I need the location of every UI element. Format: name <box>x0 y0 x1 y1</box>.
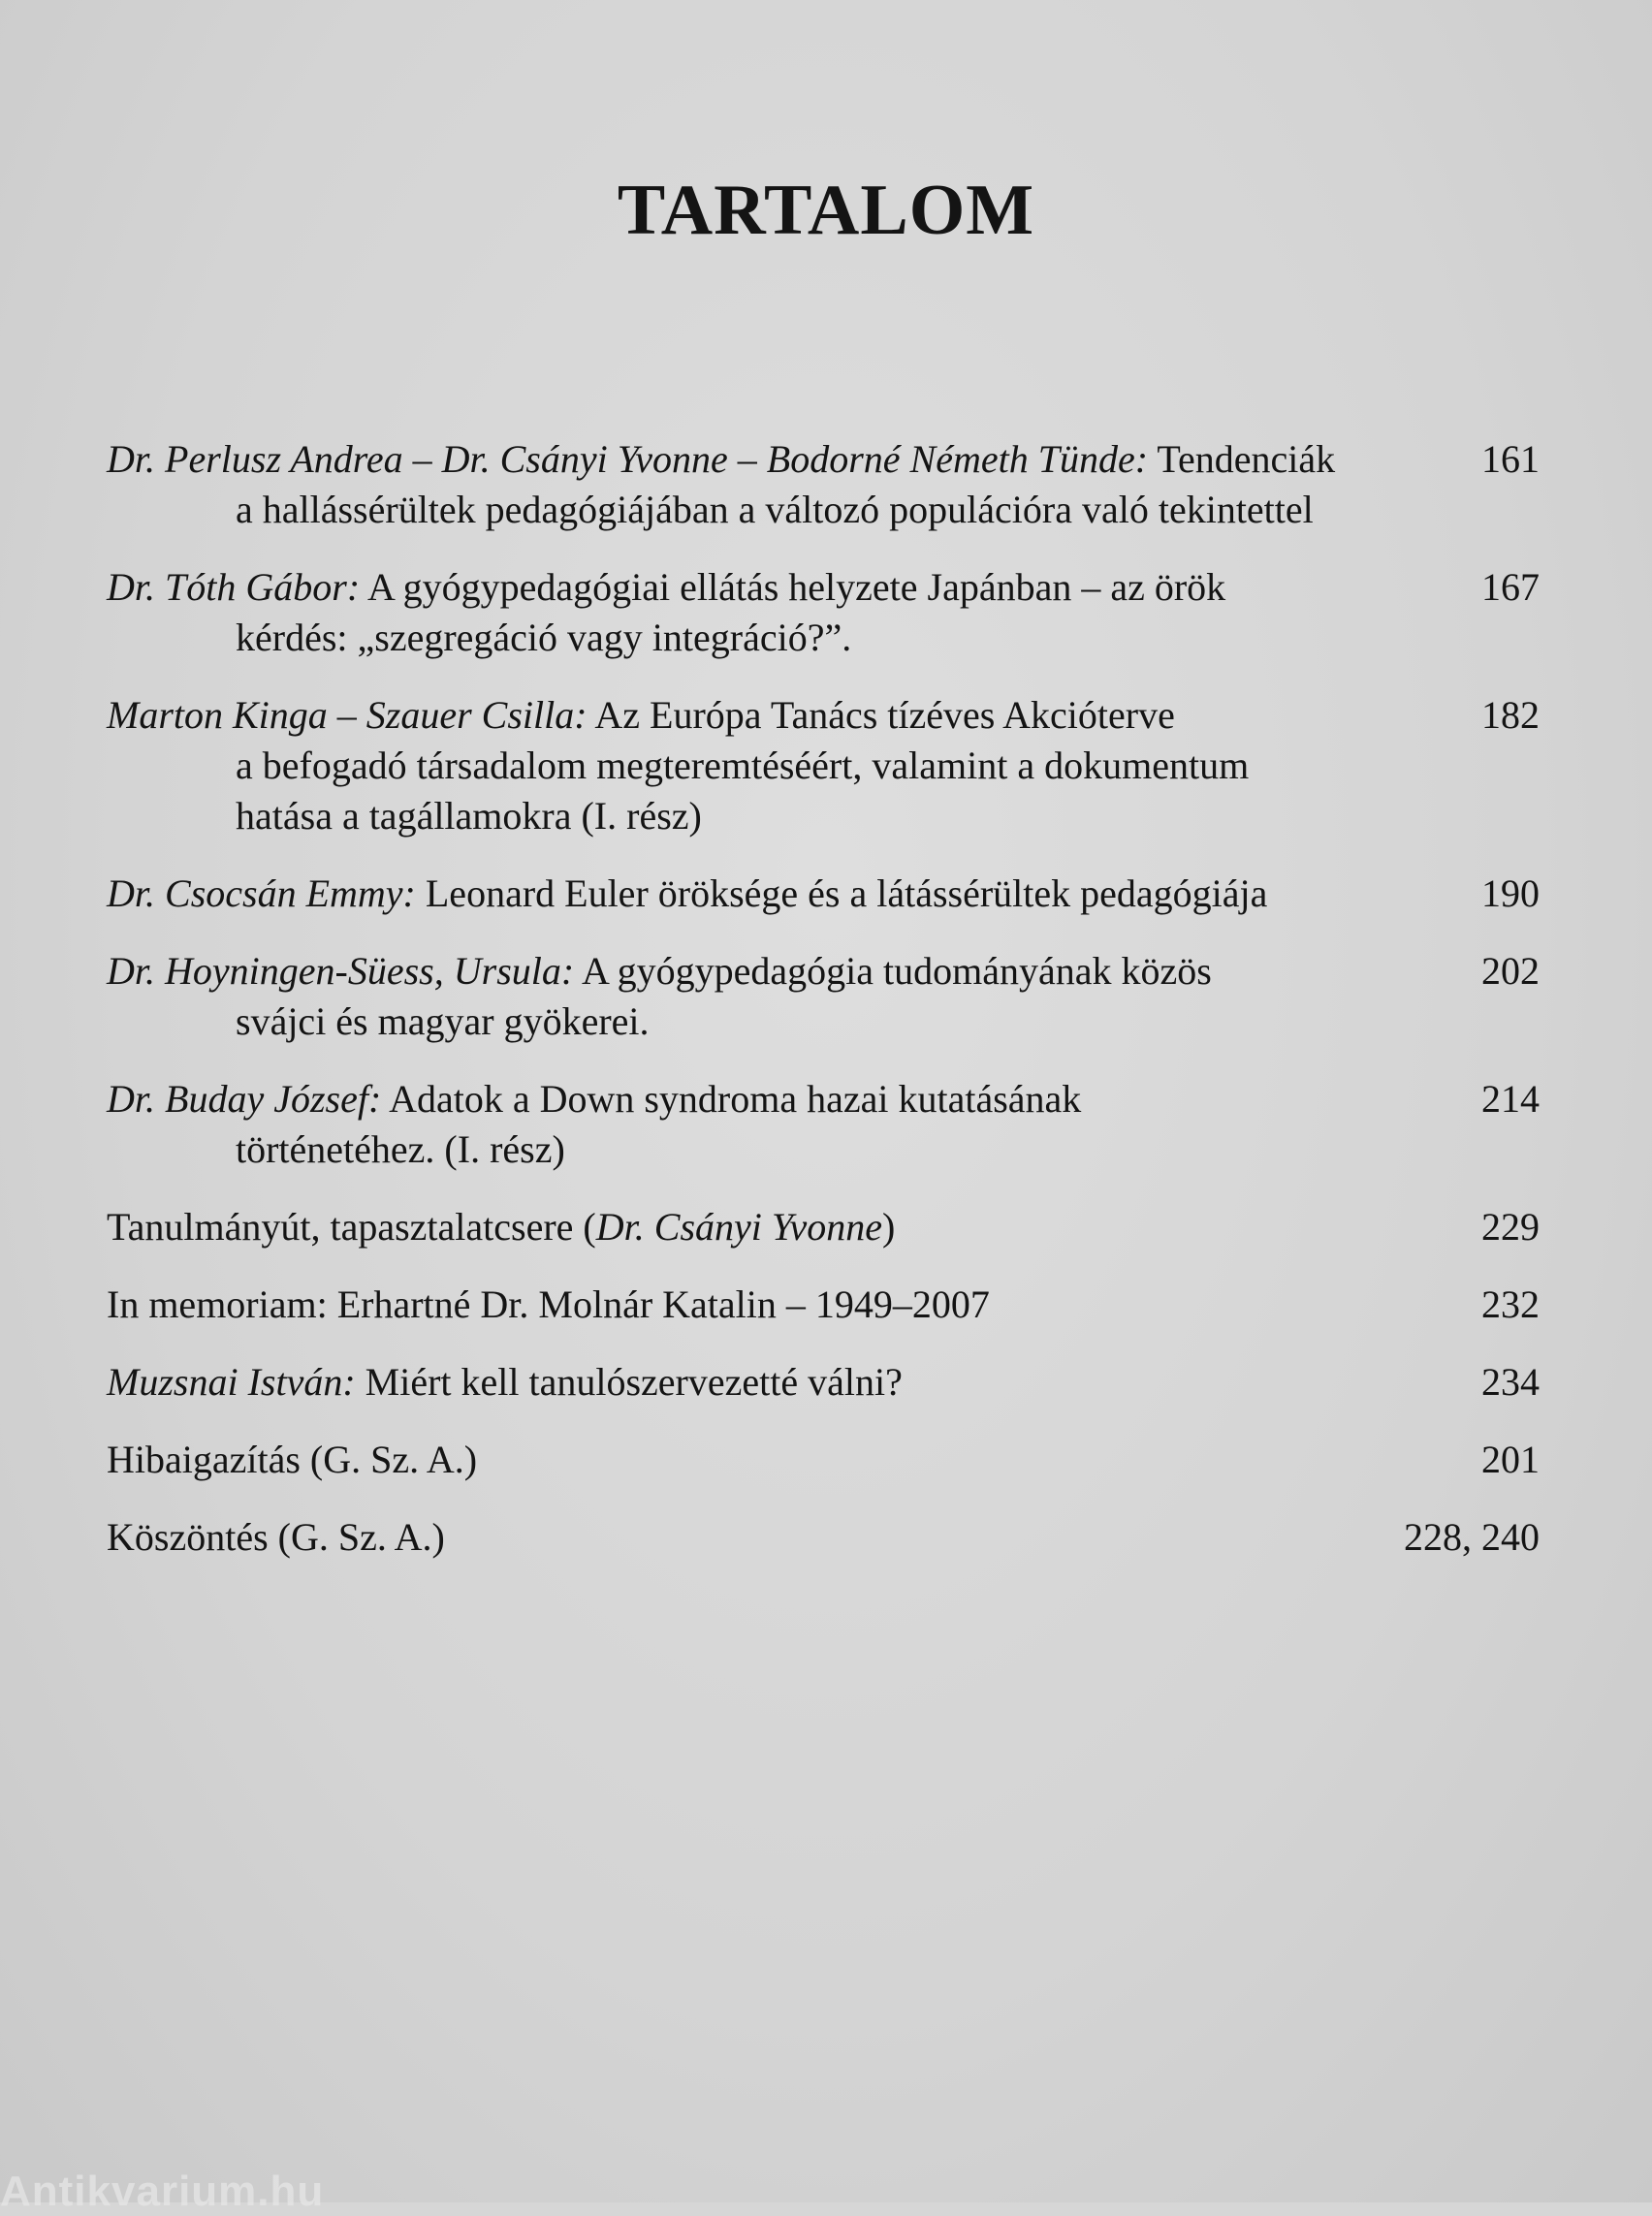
entry-text <box>107 869 1425 919</box>
entry-text <box>107 946 1425 1047</box>
entry-text <box>107 690 1425 841</box>
entry-title-continuation: történetéhez. (I. rész) <box>236 1127 565 1171</box>
entry-author: Dr. Perlusz Andrea – Dr. Csányi Yvonne – Bodorné Németh Tünde: <box>107 437 1149 481</box>
entry-title: Miért kell tanulószervezetté válni? <box>355 1360 903 1404</box>
toc-entry <box>107 1357 1540 1408</box>
toc-entry <box>107 1280 1540 1330</box>
entry-text <box>107 1280 1425 1330</box>
entry-text <box>107 1435 1425 1485</box>
entry-text <box>107 434 1425 535</box>
page-title: TARTALOM <box>617 171 1035 250</box>
entry-text <box>107 562 1425 663</box>
entry-author: Dr. Csányi Yvonne <box>595 1205 882 1249</box>
entry-title: In memoriam: Erhartné Dr. Molnár Katalin – 1949–2007 <box>107 1282 990 1326</box>
entry-title-end: ) <box>881 1205 896 1249</box>
entry-author: Dr. Csocsán Emmy: <box>107 871 416 915</box>
entry-title-continuation: a hallássérültek pedagógiájában a változó populációra való tekintettel <box>236 488 1314 531</box>
watermark: Antikvarium.hu <box>0 2168 325 2215</box>
entry-page-number: 202 <box>1481 949 1540 993</box>
entry-title: Köszöntés (G. Sz. A.) <box>107 1515 445 1559</box>
entry-text <box>107 1074 1425 1175</box>
entry-title-continuation: svájci és magyar gyökerei. <box>236 999 650 1043</box>
entry-title-continuation: kérdés: „szegregáció vagy integráció?”. <box>236 616 852 659</box>
entry-author: Dr. Tóth Gábor: <box>107 565 361 609</box>
toc-entry <box>107 1074 1540 1175</box>
entry-author: Muzsnai István: <box>107 1360 356 1404</box>
toc-entry <box>107 1435 1540 1485</box>
entry-page-number: 232 <box>1481 1282 1540 1326</box>
toc-entry <box>107 1512 1540 1563</box>
entry-title: Leonard Euler öröksége és a látássérültek pedagógiája <box>415 871 1268 915</box>
toc-entry <box>107 690 1540 841</box>
entry-page-number: 228, 240 <box>1404 1515 1540 1559</box>
entry-text <box>107 1357 1425 1408</box>
entry-page-number: 214 <box>1481 1077 1540 1121</box>
toc-entry <box>107 434 1540 535</box>
entry-title: A gyógypedagógia tudományának közös <box>574 949 1212 993</box>
entry-title: Hibaigazítás (G. Sz. A.) <box>107 1438 478 1481</box>
entry-title: Adatok a Down syndroma hazai kutatásának <box>381 1077 1082 1121</box>
entry-title-continuation: hatása a tagállamokra (I. rész) <box>236 794 702 838</box>
entry-author: Dr. Hoyningen-Süess, Ursula: <box>107 949 575 993</box>
toc-entry <box>107 562 1540 663</box>
entry-page-number: 201 <box>1481 1438 1540 1481</box>
entry-text <box>107 1202 1425 1252</box>
toc-entry <box>107 1202 1540 1252</box>
entry-author: Marton Kinga – Szauer Csilla: <box>107 693 588 737</box>
entry-title: Tanulmányút, tapasztalatcsere ( <box>107 1205 596 1249</box>
entry-page-number: 234 <box>1481 1360 1540 1404</box>
entry-page-number: 229 <box>1481 1205 1540 1249</box>
toc-entry <box>107 869 1540 919</box>
entry-page-number: 161 <box>1481 437 1540 481</box>
table-of-contents <box>107 434 1540 1590</box>
entry-page-number: 190 <box>1481 871 1540 915</box>
entry-author: Dr. Buday József: <box>107 1077 382 1121</box>
entry-title: Az Európa Tanács tízéves Akcióterve <box>587 693 1175 737</box>
toc-entry <box>107 946 1540 1047</box>
entry-title-continuation: a befogadó társadalom megteremtéséért, valamint a dokumentum <box>236 744 1250 787</box>
entry-page-number: 182 <box>1481 693 1540 737</box>
entry-title: A gyógypedagógiai ellátás helyzete Japánban – az örök <box>360 565 1226 609</box>
entry-page-number: 167 <box>1481 565 1540 609</box>
entry-text <box>107 1512 1425 1563</box>
entry-title: Tendenciák <box>1148 437 1336 481</box>
